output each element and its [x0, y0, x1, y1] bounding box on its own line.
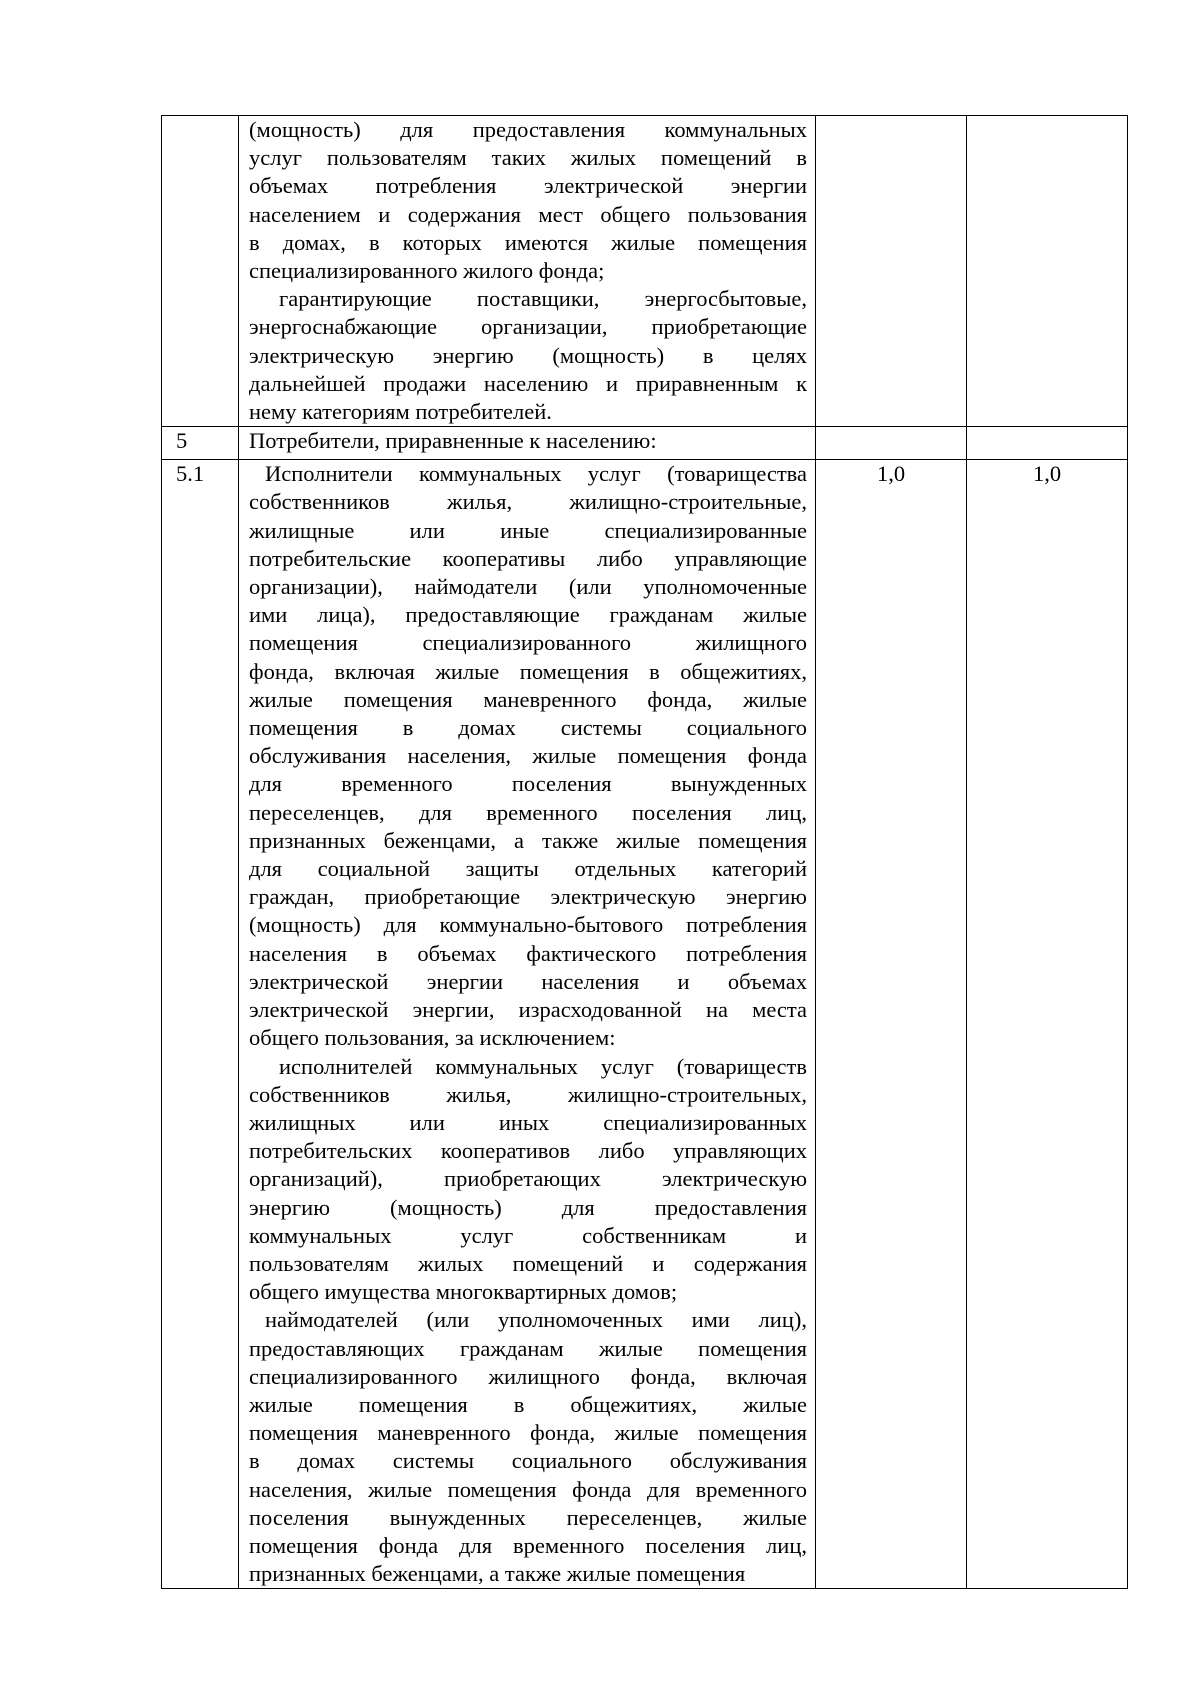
text-line: организаций), приобретающих электрическую	[249, 1166, 807, 1192]
text-line: помещения специализированного жилищного	[249, 630, 807, 656]
text-line: ими лица), предоставляющие гражданам жилые	[249, 602, 807, 628]
text-line: общего имущества многоквартирных домов;	[249, 1279, 678, 1305]
text-line: (мощность) для предоставления коммунальных	[249, 117, 807, 142]
text-line: электрической энергии, израсходованной на места	[249, 997, 807, 1023]
text-line: услуг пользователям таких жилых помещений в	[249, 145, 807, 171]
text-line: потребительских кооперативов либо управляющих	[249, 1138, 807, 1164]
text-line: потребительские кооперативы либо управляющие	[249, 545, 807, 571]
text-line: населения, жилые помещения фонда для временного	[249, 1476, 807, 1502]
text-line: электрической энергии населения и объемах	[249, 968, 807, 994]
row-description	[239, 116, 816, 427]
tariff-table	[161, 115, 1128, 1589]
coefficient-col4	[967, 116, 1128, 427]
row-description: Потребители, приравненные к населению:	[239, 427, 816, 460]
coefficient-col4	[967, 427, 1128, 460]
text-line: помещения фонда для временного поселения лиц,	[249, 1532, 807, 1558]
text-line: признанных беженцами, а также жилые помещения	[249, 1561, 746, 1587]
text-line: населения в объемах фактического потребления	[249, 940, 807, 966]
text-line: собственников жилья, жилищно-строительные,	[249, 489, 807, 515]
text-line: жилищных или иных специализированных	[249, 1109, 807, 1135]
text-line: фонда, включая жилые помещения в общежитиях,	[249, 658, 807, 684]
text-line: гарантирующие поставщики, энергосбытовые,	[279, 286, 807, 312]
text-line: граждан, приобретающие электрическую энергию	[249, 884, 807, 910]
row-description	[239, 460, 816, 1589]
text-line: коммунальных услуг собственникам и	[249, 1222, 807, 1248]
text-line: для социальной защиты отдельных категорий	[249, 856, 807, 882]
text-line: в домах, в которых имеются жилые помещения	[249, 229, 807, 255]
text-line: жилые помещения маневренного фонда, жилые	[249, 686, 807, 712]
text-line: обслуживания населения, жилые помещения фонда	[249, 743, 807, 769]
text-line: организации), наймодатели (или уполномоченные	[249, 574, 807, 600]
text-line: переселенцев, для временного поселения лиц,	[249, 799, 807, 825]
text-line: энергоснабжающие организации, приобретающие	[249, 314, 807, 340]
coefficient-col3	[816, 427, 967, 460]
text-line: помещения маневренного фонда, жилые помещения	[249, 1420, 807, 1446]
text-line: в домах системы социального обслуживания	[249, 1448, 807, 1474]
text-line: электрическую энергию (мощность) в целях	[249, 342, 807, 368]
text-line: признанных беженцами, а также жилые помещения	[249, 827, 807, 853]
text-line: специализированного жилого фонда;	[249, 258, 605, 284]
coefficient-col4: 1,0	[967, 460, 1128, 1589]
paragraph	[249, 460, 807, 1052]
paragraph	[249, 1306, 807, 1588]
text-line: помещения в домах системы социального	[249, 715, 807, 741]
row-number: 5.1	[162, 460, 239, 1589]
text-line: для временного поселения вынужденных	[249, 771, 807, 797]
text-line: нему категориям потребителей.	[249, 399, 552, 425]
text-line: общего пользования, за исключением:	[249, 1025, 616, 1051]
text-line: предоставляющих гражданам жилые помещения	[249, 1335, 807, 1361]
text-line: собственников жилья, жилищно-строительных,	[249, 1081, 807, 1107]
text-line: Исполнители коммунальных услуг (товарищества	[265, 461, 807, 487]
paragraph	[249, 116, 807, 285]
paragraph	[249, 285, 807, 426]
row-number	[162, 116, 239, 427]
row-number: 5	[162, 427, 239, 460]
text-line: поселения вынужденных переселенцев, жилые	[249, 1504, 807, 1530]
coefficient-col3: 1,0	[816, 460, 967, 1589]
text-line: (мощность) для коммунально-бытового потребления	[249, 912, 807, 938]
text-line: исполнителей коммунальных услуг (товариществ	[279, 1053, 807, 1079]
text-line: пользователям жилых помещений и содержания	[249, 1250, 807, 1276]
text-line: энергию (мощность) для предоставления	[249, 1194, 807, 1220]
table-row	[162, 427, 1128, 460]
text-line: населением и содержания мест общего пользования	[249, 201, 807, 227]
text-line: специализированного жилищного фонда, включая	[249, 1363, 807, 1389]
text-line: дальнейшей продажи населению и приравненным к	[249, 370, 807, 396]
paragraph	[249, 1053, 807, 1307]
text-line: жилищные или иные специализированные	[249, 517, 807, 543]
table-row	[162, 460, 1128, 1589]
text-line: наймодателей (или уполномоченных ими лиц),	[265, 1307, 807, 1333]
coefficient-col3	[816, 116, 967, 427]
text-line: объемах потребления электрической энергии	[249, 173, 807, 199]
text-line: жилые помещения в общежитиях, жилые	[249, 1391, 807, 1417]
table-row	[162, 116, 1128, 427]
